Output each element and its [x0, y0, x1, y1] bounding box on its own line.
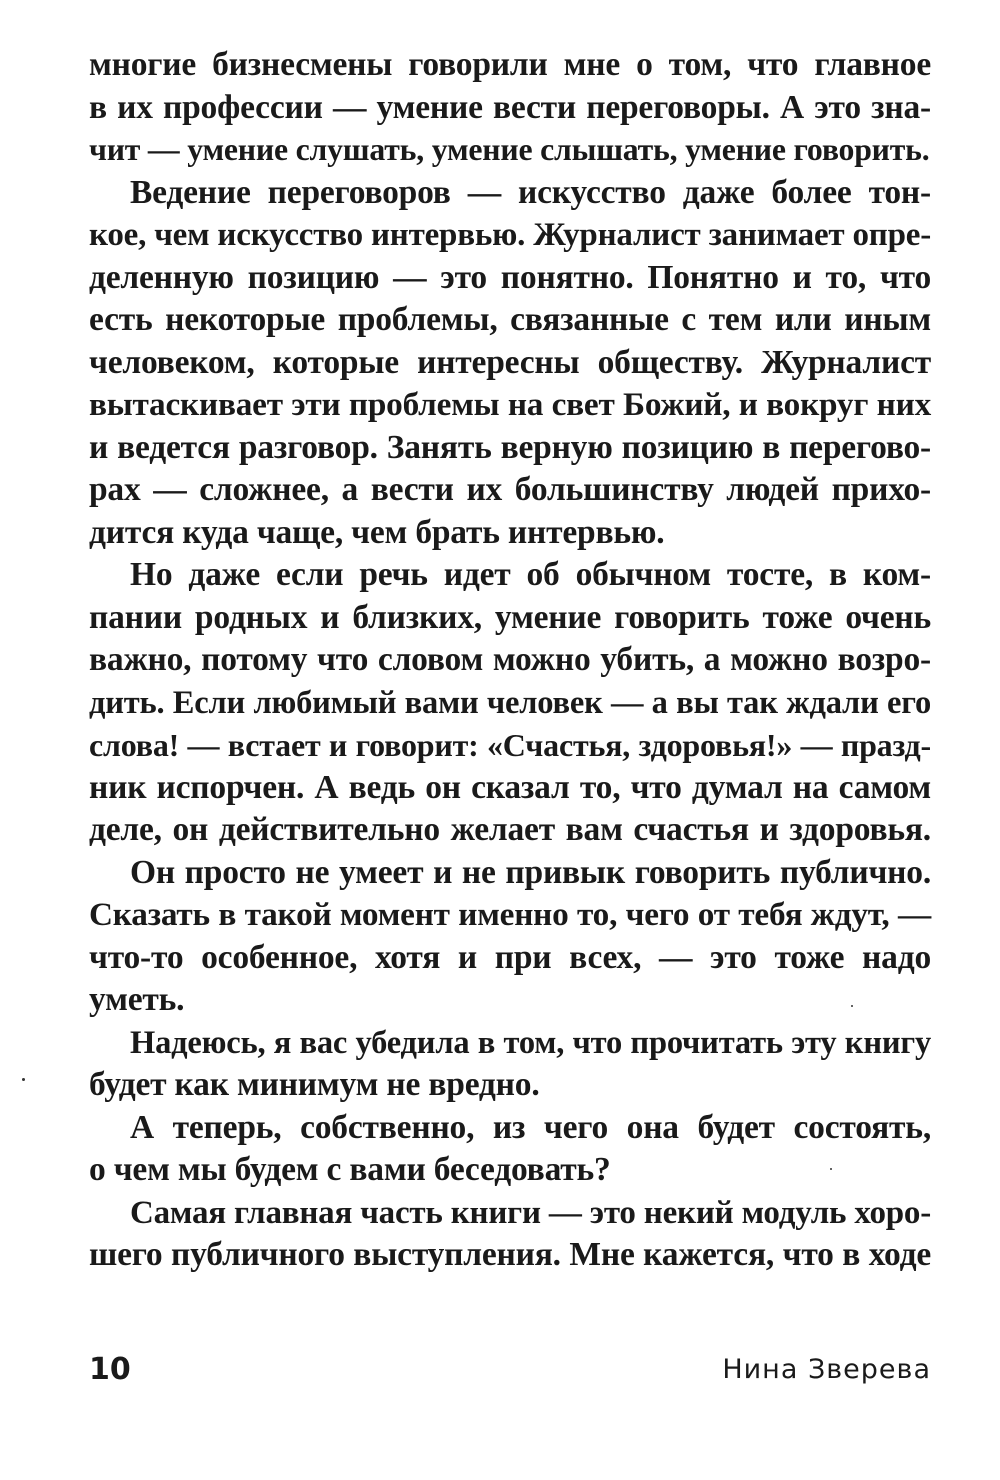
text-line: Ведение переговоров — искусство даже более тон- — [130, 173, 931, 211]
text-line: А теперь, собственно, из чего она будет состоять, — [130, 1108, 931, 1146]
text-line: вытаскивает эти проблемы на свет Божий, и вокруг них — [89, 386, 931, 423]
text-line: будет как минимум не вредно. — [89, 1066, 540, 1103]
text-line: в их профессии — умение вести переговоры. А это зна- — [89, 88, 931, 126]
text-line: шего публичного выступления. Мне кажется, что в ходе — [89, 1236, 931, 1273]
text-line: ник испорчен. А ведь он сказал то, что думал на самом — [89, 768, 931, 806]
print-speck — [851, 1005, 853, 1007]
text-line: Самая главная часть книги — это некий модуль хоро- — [130, 1194, 931, 1231]
author-name: Нина Зверева — [722, 1354, 931, 1385]
text-line: Но даже если речь идет об обычном тосте, в ком- — [130, 556, 931, 593]
text-line: рах — сложнее, а вести их большинству людей прихо- — [89, 471, 931, 508]
text-line: дить. Если любимый вами человек — а вы так ждали его — [89, 684, 931, 721]
text-line: чит — умение слушать, умение слышать, умение говорить. — [89, 132, 930, 167]
text-line: Он просто не умеет и не привык говорить публично. — [130, 853, 931, 891]
print-speck — [830, 1168, 832, 1170]
page-number: 10 — [89, 1352, 131, 1387]
text-line: важно, потому что словом можно убить, а можно возро- — [89, 641, 931, 678]
text-line: деленную позицию — это понятно. Понятно и то, что — [89, 258, 931, 296]
text-line: есть некоторые проблемы, связанные с тем или иным — [89, 301, 931, 338]
text-line: дится куда чаще, чем брать интервью. — [89, 513, 665, 551]
text-line: человеком, которые интересны обществу. Журналист — [89, 343, 931, 381]
text-line: слова! — встает и говорит: «Счастья, здоровья!» — празд- — [89, 727, 931, 763]
text-line: Сказать в такой момент именно то, чего от тебя ждут, — — [89, 896, 931, 933]
body-text — [89, 44, 931, 1277]
print-speck — [22, 1078, 25, 1081]
text-line: Надеюсь, я вас убедила в том, что прочитать эту книгу — [130, 1024, 931, 1061]
text-line: что-то особенное, хотя и при всех, — это тоже надо — [89, 938, 931, 976]
text-line: деле, он действительно желает вам счастья и здоровья. — [89, 811, 931, 848]
text-line: кое, чем искусство интервью. Журналист занимает опре- — [89, 217, 931, 253]
text-line: и ведется разговор. Занять верную позицию в перегово- — [89, 428, 931, 466]
text-line: пании родных и близких, умение говорить тоже очень — [89, 598, 931, 636]
text-line: о чем мы будем с вами беседовать? — [89, 1151, 611, 1188]
text-line: уметь. — [89, 981, 185, 1018]
text-line: многие бизнесмены говорили мне о том, что главное — [89, 46, 931, 83]
page-footer — [89, 1352, 931, 1392]
